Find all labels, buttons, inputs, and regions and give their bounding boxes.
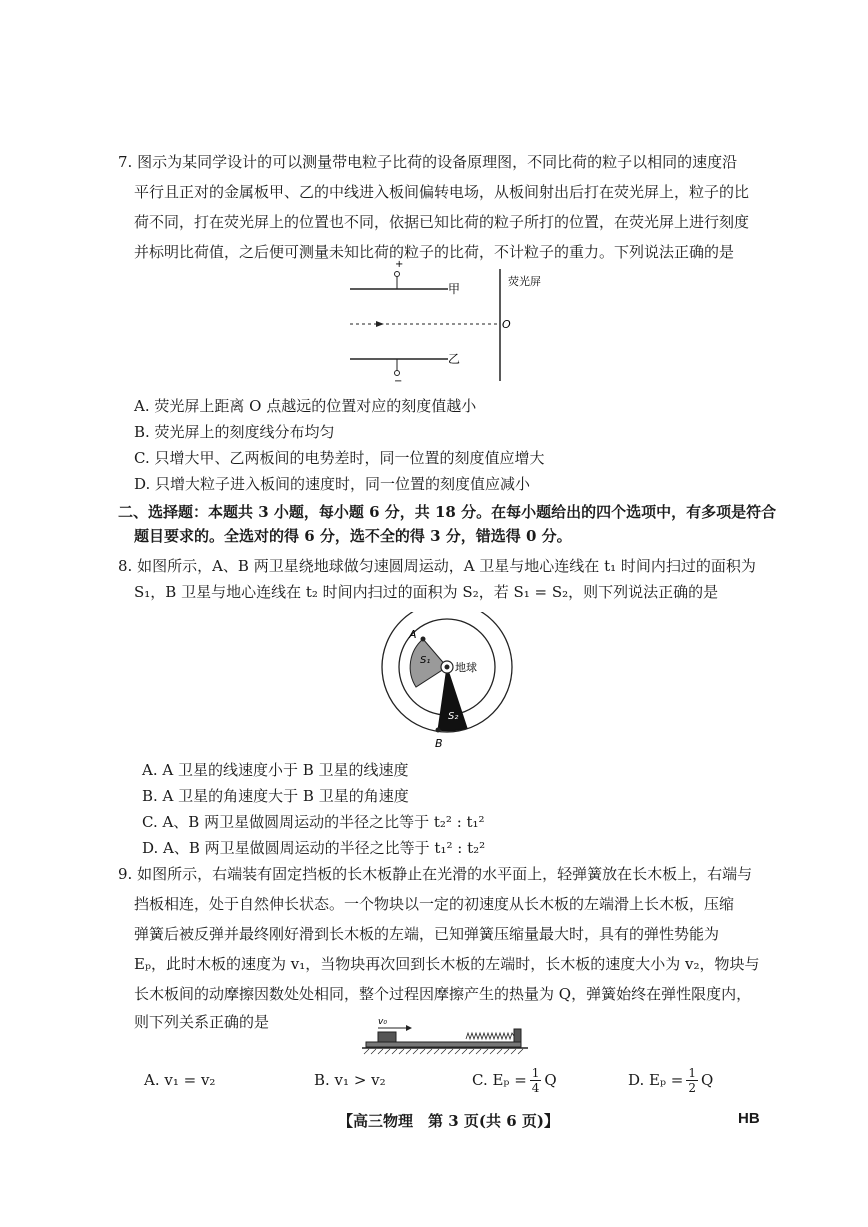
q7-deflection-figure: [340, 255, 560, 385]
q9-option-d-numerator: 1: [688, 1065, 696, 1080]
earth-label: 地球: [455, 661, 477, 674]
q9-option-a: A. v₁ = v₂: [144, 1071, 216, 1089]
s2-label: S₂: [448, 711, 459, 722]
q8-line-2: S₁，B 卫星与地心连线在 t₂ 时间内扫过的面积为 S₂，若 S₁ = S₂，则下列说法正确的是: [134, 583, 719, 601]
q9-option-d-prefix: D. Eₚ =: [628, 1071, 684, 1089]
q9-option-c-fraction: [530, 1066, 542, 1095]
footer-code: HB: [738, 1110, 760, 1127]
q9-option-c-denominator: 4: [531, 1080, 540, 1095]
q8-option-c: C. A、B 两卫星做圆周运动的半径之比等于 t₂² : t₁²: [142, 813, 485, 831]
q9-line-4: Eₚ，此时木板的速度为 v₁，当物块再次回到长木板的左端时，长木板的速度大小为 v₂，物块与: [134, 955, 760, 973]
q7-line-3: 荷不同，打在荧光屏上的位置也不同，依据已知比荷的粒子所打的位置，在荧光屏上进行刻度: [134, 213, 750, 231]
section2-line-1: 二、选择题：本题共 3 小题，每小题 6 分，共 18 分。在每小题给出的四个选项中，有多项是符合: [118, 503, 777, 521]
q7-line-2: 平行且正对的金属板甲、乙的中线进入板间偏转电场，从板间射出后打在荧光屏上，粒子的比: [134, 183, 750, 201]
point-o-label: O: [502, 318, 511, 331]
baffle: [514, 1029, 521, 1042]
q7-option-a: A. 荧光屏上距离 O 点越远的位置对应的刻度值越小: [134, 397, 477, 415]
screen-label: 荧光屏: [508, 275, 541, 288]
s1-label: S₁: [420, 655, 431, 666]
q9-option-b: B. v₁ > v₂: [314, 1071, 386, 1089]
q8-option-b: B. A 卫星的角速度大于 B 卫星的角速度: [142, 787, 409, 805]
q9-option-c-suffix: Q: [544, 1071, 557, 1089]
q8-orbit-figure: [380, 612, 530, 752]
arrow-icon: [376, 321, 384, 327]
plus-terminal-label: +: [395, 259, 404, 270]
plate-jia-label: 甲: [448, 282, 461, 296]
velocity-label: v₀: [378, 1017, 387, 1027]
q8-option-d: D. A、B 两卫星做圆周运动的半径之比等于 t₁² : t₂²: [142, 839, 486, 857]
q9-option-c-numerator: 1: [531, 1065, 540, 1080]
block: [378, 1032, 396, 1042]
plate-yi-label: 乙: [448, 352, 461, 366]
ground-hatch: [364, 1049, 523, 1054]
q9-line-6: 则下列关系正确的是: [134, 1013, 270, 1031]
q9-line-2: 挡板相连，处于自然伸长状态。一个物块以一定的初速度从长木板的左端滑上长木板，压缩: [134, 895, 735, 913]
q8-line-1: 8. 如图所示，A、B 两卫星绕地球做匀速圆周运动，A 卫星与地心连线在 t₁ 时间内扫过的面积为: [118, 557, 756, 575]
satellite-b: [436, 728, 441, 733]
q7-line-4: 并标明比荷值，之后便可测量未知比荷的粒子的比荷，不计粒子的重力。下列说法正确的是: [134, 243, 735, 261]
q9-option-d-suffix: Q: [700, 1071, 714, 1089]
q7-option-b: B. 荧光屏上的刻度线分布均匀: [134, 423, 335, 441]
q9-line-1: 9. 如图所示，右端装有固定挡板的长木板静止在光滑的水平面上，轻弹簧放在长木板上，右端与: [118, 865, 753, 883]
section2-line-2: 题目要求的。全选对的得 6 分，选不全的得 3 分，错选得 0 分。: [134, 527, 572, 545]
q7-line-1: 7. 图示为某同学设计的可以测量带电粒子比荷的设备原理图，不同比荷的粒子以相同的速度沿: [118, 153, 738, 171]
long-board: [366, 1042, 521, 1047]
q9-option-c-prefix: C. Eₚ =: [472, 1071, 527, 1089]
q9-line-5: 长木板间的动摩擦因数处处相同，整个过程因摩擦产生的热量为 Q，弹簧始终在弹性限度内，: [134, 985, 752, 1003]
q9-option-c: [472, 1060, 557, 1100]
q7-option-c: C. 只增大甲、乙两板间的电势差时，同一位置的刻度值应增大: [134, 449, 545, 467]
satellite-a: [421, 637, 426, 642]
velocity-arrow-icon: [406, 1025, 412, 1031]
q9-board-figure: [362, 1012, 532, 1057]
minus-terminal-label: −: [394, 376, 403, 385]
q9-option-d: [628, 1060, 713, 1100]
page-footer: 【高三物理 第 3 页(共 6 页)】: [338, 1112, 559, 1130]
q7-option-d: D. 只增大粒子进入板间的速度时，同一位置的刻度值应减小: [134, 475, 531, 493]
q9-option-d-fraction: [686, 1066, 698, 1095]
q9-line-3: 弹簧后被反弹并最终刚好滑到长木板的左端，已知弹簧压缩量最大时，具有的弹性势能为: [134, 925, 720, 943]
q9-option-d-denominator: 2: [688, 1080, 696, 1095]
q8-option-a: A. A 卫星的线速度小于 B 卫星的线速度: [142, 761, 409, 779]
spring: [466, 1033, 514, 1039]
satellite-b-label: B: [435, 737, 443, 750]
satellite-a-label: A: [409, 628, 417, 641]
